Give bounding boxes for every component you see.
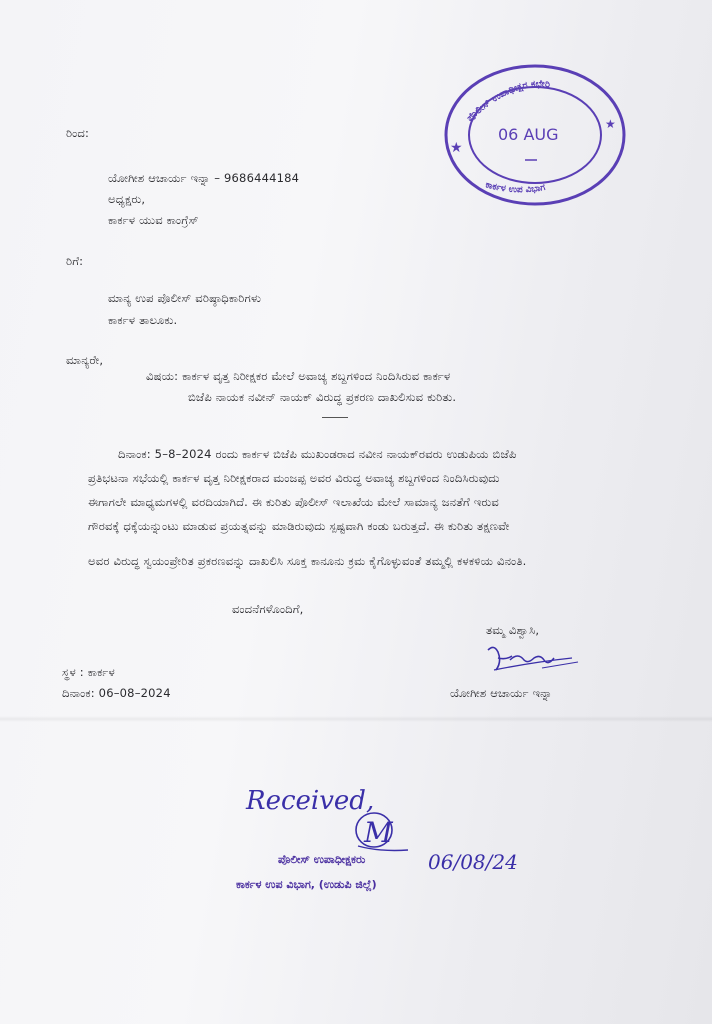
- place: ಸ್ಥಳ : ಕಾರ್ಕಳ: [62, 665, 115, 679]
- svg-text:ಪೊಲೀಸ್ ಉಪಾಧೀಕ್ಷರ ಕಛೇರಿ: [465, 79, 552, 124]
- sender-name-phone: ಯೋಗೀಶ ಆಚಾರ್ಯ ಇನ್ನಾ – 9686444184: [108, 171, 300, 185]
- subject-underline: [322, 417, 348, 418]
- to-label: ರಿಗೆ:: [66, 254, 84, 268]
- signature: [484, 640, 584, 684]
- stamp-bottom-text: ಕಾರ್ಕಳ ಉಪ ವಿಭಾಗ: [484, 180, 547, 196]
- body-line: ದಿನಾಂಕ: 5–8–2024 ರಂದು ಕಾರ್ಕಳ ಬಿಜೆಪಿ ಮುಖಂಡರಾದ ನವೀನ ನಾಯಕ್‌ರವರು ಉಡುಪಿಯ ಬಿಜೆಪಿ: [118, 447, 517, 461]
- yours-faithfully: ತಮ್ಮ ವಿಶ್ವಾಸಿ,: [486, 623, 540, 637]
- received-initials: M: [364, 816, 393, 849]
- from-label: ರಿಂದ:: [66, 126, 90, 140]
- body-line: ಪ್ರತಿಭಟನಾ ಸಭೆಯಲ್ಲಿ ಕಾರ್ಕಳ ವೃತ್ತ ನಿರೀಕ್ಷಕರಾದ ಮಂಜಪ್ಪ ಅವರ ವಿರುದ್ಧ ಅವಾಚ್ಯ ಶಬ್ದಗಳಿಂದ ನಿಂದಿಸಿರುವುದು: [88, 471, 500, 485]
- body-line: ಗೌರವಕ್ಕೆ ಧಕ್ಕೆಯನ್ನುಂಟು ಮಾಡುವ ಪ್ರಯತ್ನವನ್ನು ಮಾಡಿರುವುದು ಸ್ಪಷ್ಟವಾಗಿ ಕಂಡು ಬರುತ್ತದೆ. ಈ ಕುರಿತು ತಕ್ಷಣವೇ: [88, 519, 510, 533]
- received-handwriting: Received,: [246, 786, 375, 816]
- initials-loop: [350, 806, 410, 856]
- body-line: ಅವರ ವಿರುದ್ಧ ಸ್ವಯಂಪ್ರೇರಿತ ಪ್ರಕರಣವನ್ನು ದಾಖಲಿಸಿ ಸೂಕ್ತ ಕಾನೂನು ಕ್ರಮ ಕೈಗೊಳ್ಳುವಂತೆ ತಮ್ಮಲ್ಲಿ ಕಳಕಳಿಯ ವಿನಂತಿ.: [88, 554, 527, 568]
- sender-designation: ಅಧ್ಯಕ್ಷರು,: [108, 192, 146, 206]
- sender-organisation: ಕಾರ್ಕಳ ಯುವ ಕಾಂಗ್ರೆಸ್: [108, 213, 199, 227]
- received-seal-line-1: ಪೊಲೀಸ್ ಉಪಾಧೀಕ್ಷಕರು: [278, 853, 366, 866]
- letter-date: ದಿನಾಂಕ: 06–08–2024: [62, 686, 171, 700]
- svg-text:★: ★: [450, 140, 463, 156]
- subject-line-2: ಬಿಜೆಪಿ ನಾಯಕ ನವೀನ್ ನಾಯಕ್ ವಿರುದ್ಧ ಪ್ರಕರಣ ದಾಖಲಿಸುವ ಕುರಿತು.: [188, 390, 457, 404]
- svg-text:★: ★: [605, 117, 616, 131]
- stamp-top-text: ಪೊಲೀಸ್ ಉಪಾಧೀಕ್ಷರ ಕಛೇರಿ: [464, 78, 551, 124]
- signatory-name: ಯೋಗೀಶ ಆಚಾರ್ಯ ಇನ್ನಾ: [450, 686, 553, 700]
- page-fold: [0, 716, 712, 722]
- received-date-handwriting: 06/08/24: [428, 850, 518, 874]
- subject-line-1: ವಿಷಯ: ಕಾರ್ಕಳ ವೃತ್ತ ನಿರೀಕ್ಷಕರ ಮೇಲೆ ಅವಾಚ್ಯ ಶಬ್ದಗಳಿಂದ ನಿಂದಿಸಿರುವ ಕಾರ್ಕಳ: [146, 369, 451, 383]
- received-seal-line-2: ಕಾರ್ಕಳ ಉಪ ವಿಭಾಗ, (ಉಡುಪಿ ಜಿಲ್ಲೆ): [236, 878, 377, 891]
- recipient-line-1: ಮಾನ್ಯ ಉಪ ಪೊಲೀಸ್ ವರಿಷ್ಠಾಧಿಕಾರಿಗಳು: [108, 291, 262, 305]
- stamp-date: 06 AUG: [498, 125, 559, 144]
- office-round-stamp: [440, 62, 630, 216]
- closing: ವಂದನೆಗಳೊಂದಿಗೆ,: [232, 602, 304, 616]
- body-line: ಈಗಾಗಲೇ ಮಾಧ್ಯಮಗಳಲ್ಲಿ ವರದಿಯಾಗಿದೆ. ಈ ಕುರಿತು ಪೊಲೀಸ್ ಇಲಾಖೆಯ ಮೇಲೆ ಸಾಮಾನ್ಯ ಜನತೆಗೆ ಇರುವ: [88, 495, 499, 509]
- salutation: ಮಾನ್ಯರೇ,: [66, 353, 104, 367]
- recipient-line-2: ಕಾರ್ಕಳ ತಾಲೂಕು.: [108, 313, 178, 327]
